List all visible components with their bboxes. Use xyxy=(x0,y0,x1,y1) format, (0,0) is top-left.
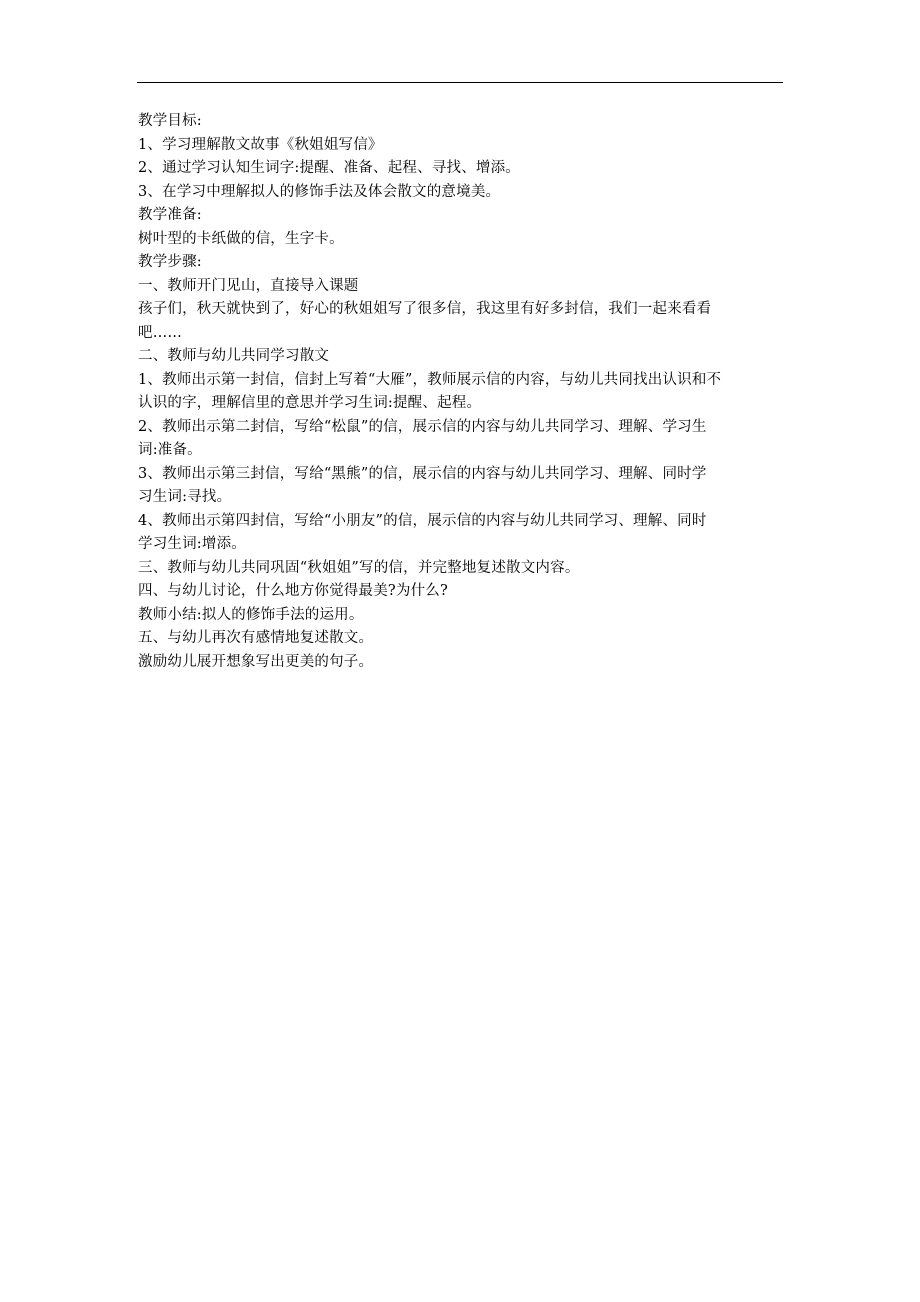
step-2-item-1-line-1: 1、教师出示第一封信，信封上写着“大雁”，教师展示信的内容，与幼儿共同找出认识和不 xyxy=(138,371,722,388)
goal-item-1: 1、学习理解散文故事《秋姐姐写信》 xyxy=(138,136,383,153)
step-2-item-4-line-1: 4、教师出示第四封信，写给“小朋友”的信，展示信的内容与幼儿共同学习、理解、同时 xyxy=(138,512,707,529)
step-2-item-1-line-2: 认识的字，理解信里的意思并学习生词:提醒、起程。 xyxy=(138,395,482,411)
step-1-title: 一、教师开门见山，直接导入课题 xyxy=(138,277,359,294)
heading-teaching-preparation: 教学准备: xyxy=(138,207,202,223)
heading-teaching-goals: 教学目标: xyxy=(138,113,202,129)
step-3-title: 三、教师与幼儿共同巩固“秋姐姐”写的信，并完整地复述散文内容。 xyxy=(138,559,580,576)
preparation-text: 树叶型的卡纸做的信，生字卡。 xyxy=(138,230,344,247)
step-2-item-3-line-2: 习生词:寻找。 xyxy=(138,489,232,505)
step-2-title: 二、教师与幼儿共同学习散文 xyxy=(138,348,330,364)
heading-teaching-steps: 教学步骤: xyxy=(138,254,202,270)
step-1-text-line-1: 孩子们，秋天就快到了，好心的秋姐姐写了很多信，我这里有好多封信，我们一起来看看 xyxy=(138,301,712,317)
document-body xyxy=(138,110,784,674)
step-1-text-line-2: 吧…… xyxy=(138,324,183,341)
goal-item-3: 3、在学习中理解拟人的修饰手法及体会散文的意境美。 xyxy=(138,183,501,200)
teacher-summary: 教师小结:拟人的修饰手法的运用。 xyxy=(138,606,364,623)
header-rule xyxy=(137,82,783,83)
step-5-title: 五、与幼儿再次有感情地复述散文。 xyxy=(138,630,374,646)
step-2-item-2-line-1: 2、教师出示第二封信，写给“松鼠”的信，展示信的内容与幼儿共同学习、理解、学习生 xyxy=(138,418,707,435)
step-2-item-2-line-2: 词:准备。 xyxy=(138,442,202,458)
closing-text: 激励幼儿展开想象写出更美的句子。 xyxy=(138,653,374,670)
step-4-title: 四、与幼儿讨论，什么地方你觉得最美?为什么? xyxy=(138,583,448,599)
step-2-item-3-line-1: 3、教师出示第三封信，写给“黑熊”的信，展示信的内容与幼儿共同学习、理解、同时学 xyxy=(138,465,707,482)
goal-item-2: 2、通过学习认知生词字:提醒、准备、起程、寻找、增添。 xyxy=(138,160,521,176)
step-2-item-4-line-2: 学习生词:增添。 xyxy=(138,536,246,552)
